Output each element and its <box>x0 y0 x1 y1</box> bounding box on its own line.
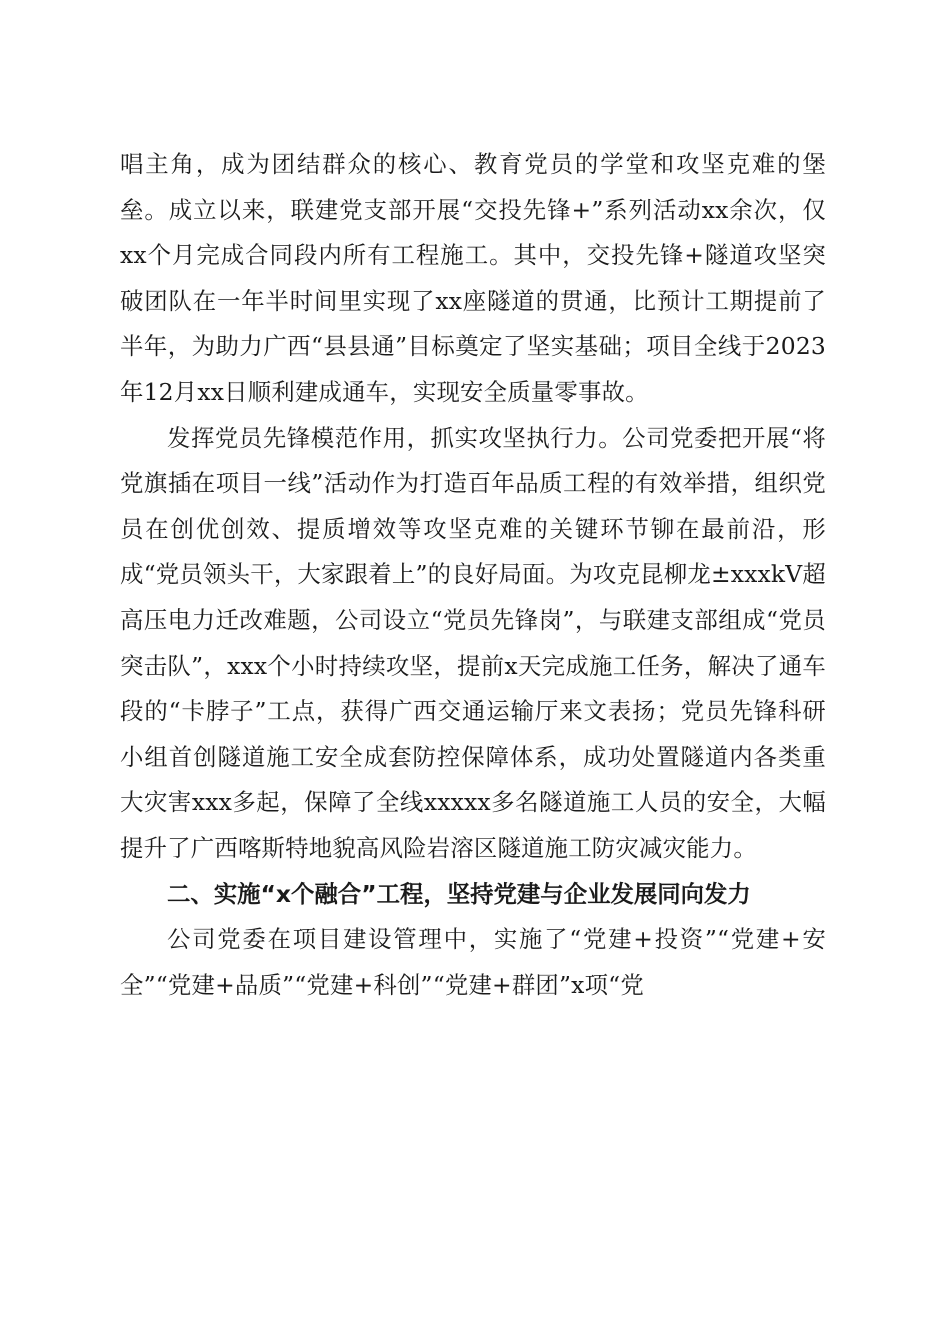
paragraph-continuation: 唱主角，成为团结群众的核心、教育党员的学堂和攻坚克难的堡垒。成立以来，联建党支部开展“交投先锋+”系列活动xx余次，仅xx个月完成合同段内所有工程施工。其中，交投先锋+隧道攻坚突破团队在一年半时间里实现了xx座隧道的贯通，比预计工期提前了半年，为助力广西“县县通”目标奠定了坚实基础；项目全线于2023年12月xx日顺利建成通车，实现安全质量零事故。 <box>120 150 826 406</box>
paragraph-integration-projects: 公司党委在项目建设管理中，实施了“党建+投资”“党建+安全”“党建+品质”“党建+科创”“党建+群团”x项“党 <box>120 925 826 999</box>
paragraph-party-member-vanguard: 发挥党员先锋模范作用，抓实攻坚执行力。公司党委把开展“将党旗插在项目一线”活动作为打造百年品质工程的有效举措，组织党员在创优创效、提质增效等攻坚克难的关键环节铆在最前沿，形成“党员领头干，大家跟着上”的良好局面。为攻克昆柳龙±xxxkV超高压电力迁改难题，公司设立“党员先锋岗”，与联建支部组成“党员突击队”，xxx个小时持续攻坚，提前x天完成施工任务，解决了通车段的“卡脖子”工点，获得广西交通运输厅来文表扬；党员先锋科研小组首创隧道施工安全成套防控保障体系，成功处置隧道内各类重大灾害xxx多起，保障了全线xxxxx多名隧道施工人员的安全，大幅提升了广西喀斯特地貌高风险岩溶区隧道施工防灾减灾能力。 <box>120 423 826 862</box>
document-body <box>120 142 826 1008</box>
section-heading-2: 二、实施“x个融合”工程，坚持党建与企业发展同向发力 <box>167 879 751 908</box>
